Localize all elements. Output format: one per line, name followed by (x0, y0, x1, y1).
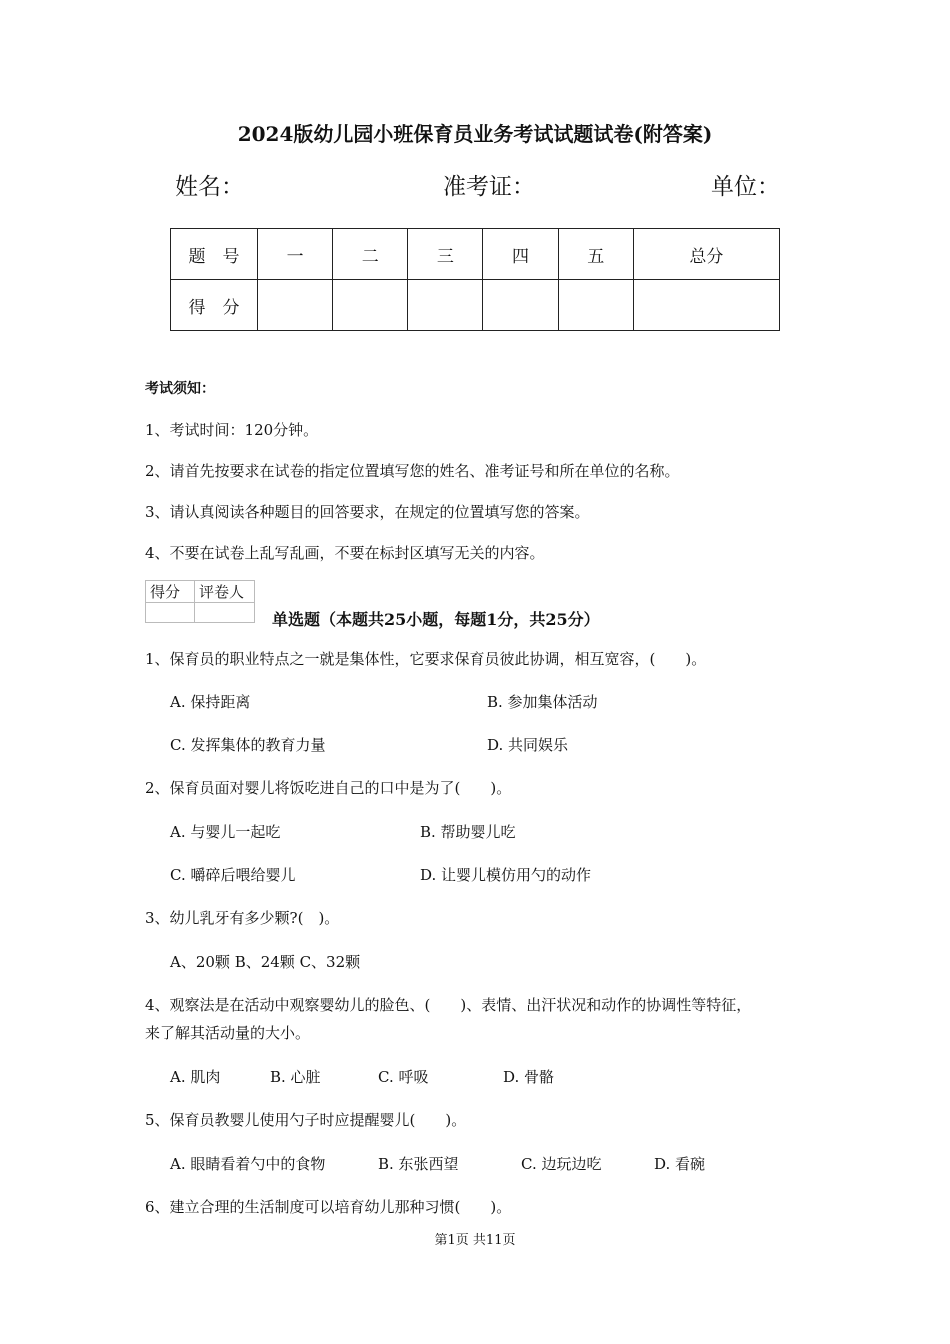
option: B. 东张西望 (378, 1155, 459, 1173)
option: C. 发挥集体的教育力量 (170, 736, 326, 754)
notice-heading: 考试须知： (145, 381, 215, 397)
score-header-cell: 一 (258, 229, 333, 280)
score-header-cell: 总分 (633, 229, 779, 280)
question-stem-continued: 来了解其活动量的大小。 (145, 1024, 311, 1042)
option: C. 边玩边吃 (521, 1155, 602, 1173)
option: D. 看碗 (654, 1155, 706, 1173)
score-header-cell: 四 (483, 229, 558, 280)
document-title: 2024版幼儿园小班保育员业务考试试题试卷(附答案) (237, 122, 713, 146)
score-input-cell[interactable] (258, 280, 333, 331)
unit-field-label: 单位： (711, 174, 780, 200)
option: B. 心脏 (270, 1068, 321, 1086)
notice-item: 1、考试时间：120分钟。 (145, 421, 319, 439)
notice-item: 3、请认真阅读各种题目的回答要求，在规定的位置填写您的答案。 (145, 503, 590, 521)
score-table-score-row (171, 280, 780, 331)
score-table (170, 228, 780, 331)
question-stem: 4、观察法是在活动中观察婴幼儿的脸色、( )、表情、出汗状况和动作的协调性等特征， (145, 996, 752, 1014)
question-stem: 3、幼儿乳牙有多少颗?( )。 (145, 909, 340, 927)
grader-score-cell[interactable] (146, 603, 195, 623)
question-stem: 6、建立合理的生活制度可以培育幼儿那种习惯( )。 (145, 1198, 512, 1216)
score-input-cell[interactable] (558, 280, 633, 331)
section-title: 单选题（本题共25小题，每题1分，共25分） (272, 610, 600, 629)
option: D. 让婴儿模仿用勺的动作 (420, 866, 592, 884)
question-stem: 2、保育员面对婴儿将饭吃进自己的口中是为了( )。 (145, 779, 512, 797)
score-input-cell[interactable] (483, 280, 558, 331)
grader-box (145, 580, 255, 623)
option: B. 参加集体活动 (487, 693, 598, 711)
option: A. 与婴儿一起吃 (170, 823, 281, 841)
notice-item: 4、不要在试卷上乱写乱画，不要在标封区填写无关的内容。 (145, 544, 545, 562)
score-header-cell: 题 号 (171, 229, 258, 280)
score-header-cell: 五 (558, 229, 633, 280)
score-header-cell: 三 (408, 229, 483, 280)
option: D. 共同娱乐 (487, 736, 569, 754)
score-input-cell[interactable] (333, 280, 408, 331)
grader-score-label: 得分 (146, 581, 195, 603)
page-footer: 第1页 共11页 (434, 1233, 516, 1248)
score-input-cell[interactable] (633, 280, 779, 331)
option-line: A、20颗 B、24颗 C、32颗 (170, 953, 361, 971)
score-header-cell: 二 (333, 229, 408, 280)
option: B. 帮助婴儿吃 (420, 823, 516, 841)
option: D. 骨骼 (503, 1068, 555, 1086)
question-stem: 1、保育员的职业特点之一就是集体性，它要求保育员彼此协调，相互宽容，( )。 (145, 650, 707, 668)
exam-number-field-label: 准考证： (443, 174, 535, 200)
option: C. 嚼碎后喂给婴儿 (170, 866, 296, 884)
option: C. 呼吸 (378, 1068, 429, 1086)
option: A. 眼睛看着勺中的食物 (170, 1155, 326, 1173)
name-field-label: 姓名： (175, 174, 244, 200)
question-stem: 5、保育员教婴儿使用勺子时应提醒婴儿( )。 (145, 1111, 467, 1129)
grader-reviewer-label: 评卷人 (195, 581, 255, 603)
grader-reviewer-cell[interactable] (195, 603, 255, 623)
score-input-cell[interactable] (408, 280, 483, 331)
notice-item: 2、请首先按要求在试卷的指定位置填写您的姓名、准考证号和所在单位的名称。 (145, 462, 680, 480)
score-table-header-row (171, 229, 780, 280)
option: A. 肌肉 (170, 1068, 221, 1086)
option: A. 保持距离 (170, 693, 251, 711)
score-row-label: 得 分 (171, 280, 258, 331)
